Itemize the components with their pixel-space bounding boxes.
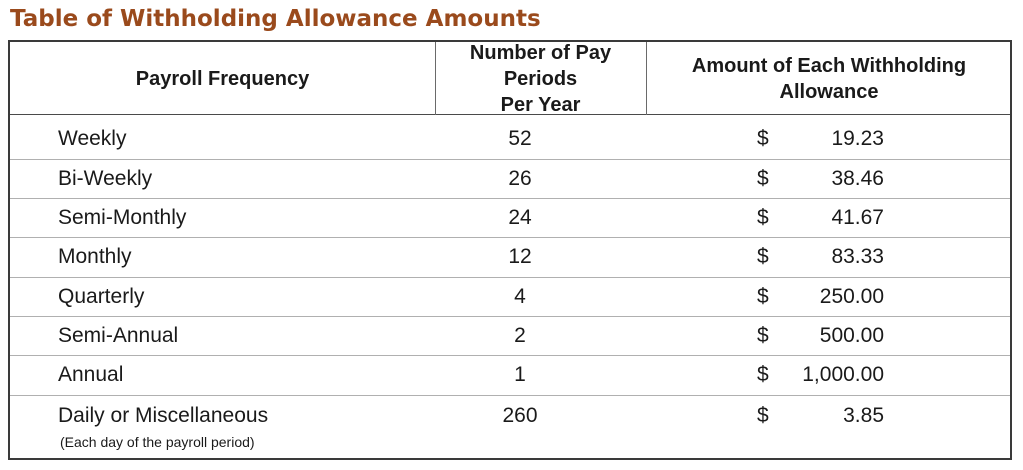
- table-row: [10, 317, 1010, 356]
- pay-periods-cell: 4: [514, 285, 526, 308]
- allowance-amount-cell: 83.33: [831, 245, 884, 268]
- payroll-frequency-cell: Quarterly: [58, 285, 145, 308]
- payroll-frequency-cell: Annual: [58, 363, 124, 386]
- currency-symbol: $: [757, 245, 769, 268]
- row-note: (Each day of the payroll period): [60, 434, 255, 450]
- pay-periods-cell: 1: [514, 363, 526, 386]
- allowance-amount-cell: 250.00: [819, 285, 884, 308]
- allowance-amount-cell: 19.23: [831, 127, 884, 150]
- allowance-amount-cell: 38.46: [831, 167, 884, 190]
- currency-symbol: $: [757, 127, 769, 150]
- header-pay-periods: [435, 42, 646, 115]
- payroll-frequency-cell: Daily or Miscellaneous: [58, 404, 269, 427]
- header-periods-line1: Number of Pay Periods: [469, 41, 612, 90]
- payroll-frequency-cell: Monthly: [58, 245, 132, 268]
- payroll-frequency-cell: Semi-Annual: [58, 324, 179, 347]
- header-divider-1: [435, 42, 436, 115]
- pay-periods-cell: 2: [514, 324, 526, 347]
- header-payroll-frequency: [10, 42, 435, 115]
- pay-periods-cell: 12: [508, 245, 532, 268]
- table-row: [10, 120, 1010, 160]
- currency-symbol: $: [757, 404, 769, 427]
- withholding-table: [8, 40, 1012, 460]
- payroll-frequency-cell: Weekly: [58, 127, 127, 150]
- pay-periods-cell: 26: [508, 167, 532, 190]
- header-frequency-label: Payroll Frequency: [135, 67, 310, 90]
- header-divider-2: [646, 42, 647, 115]
- allowance-amount-cell: 500.00: [819, 324, 884, 347]
- allowance-amount-cell: 1,000.00: [802, 363, 884, 386]
- header-amount-line2: Allowance: [779, 80, 879, 103]
- payroll-frequency-cell: Bi-Weekly: [58, 167, 153, 190]
- currency-symbol: $: [757, 206, 769, 229]
- header-periods-line2: Per Year: [500, 93, 581, 116]
- pay-periods-cell: 52: [508, 127, 532, 150]
- table-row: [10, 199, 1010, 238]
- table-row: [10, 238, 1010, 278]
- page-title: Table of Withholding Allowance Amounts: [10, 6, 541, 32]
- currency-symbol: $: [757, 363, 769, 386]
- currency-symbol: $: [757, 167, 769, 190]
- pay-periods-cell: 260: [502, 404, 538, 427]
- table-header: [10, 42, 1010, 115]
- table-row: [10, 396, 1010, 460]
- allowance-amount-cell: 41.67: [831, 206, 884, 229]
- header-withholding-amount: [646, 42, 1012, 115]
- table-row: [10, 160, 1010, 199]
- currency-symbol: $: [757, 285, 769, 308]
- table-row: [10, 278, 1010, 317]
- table-row: [10, 356, 1010, 396]
- pay-periods-cell: 24: [508, 206, 532, 229]
- allowance-amount-cell: 3.85: [843, 404, 884, 427]
- currency-symbol: $: [757, 324, 769, 347]
- payroll-frequency-cell: Semi-Monthly: [58, 206, 187, 229]
- header-amount-line1: Amount of Each Withholding: [691, 54, 967, 77]
